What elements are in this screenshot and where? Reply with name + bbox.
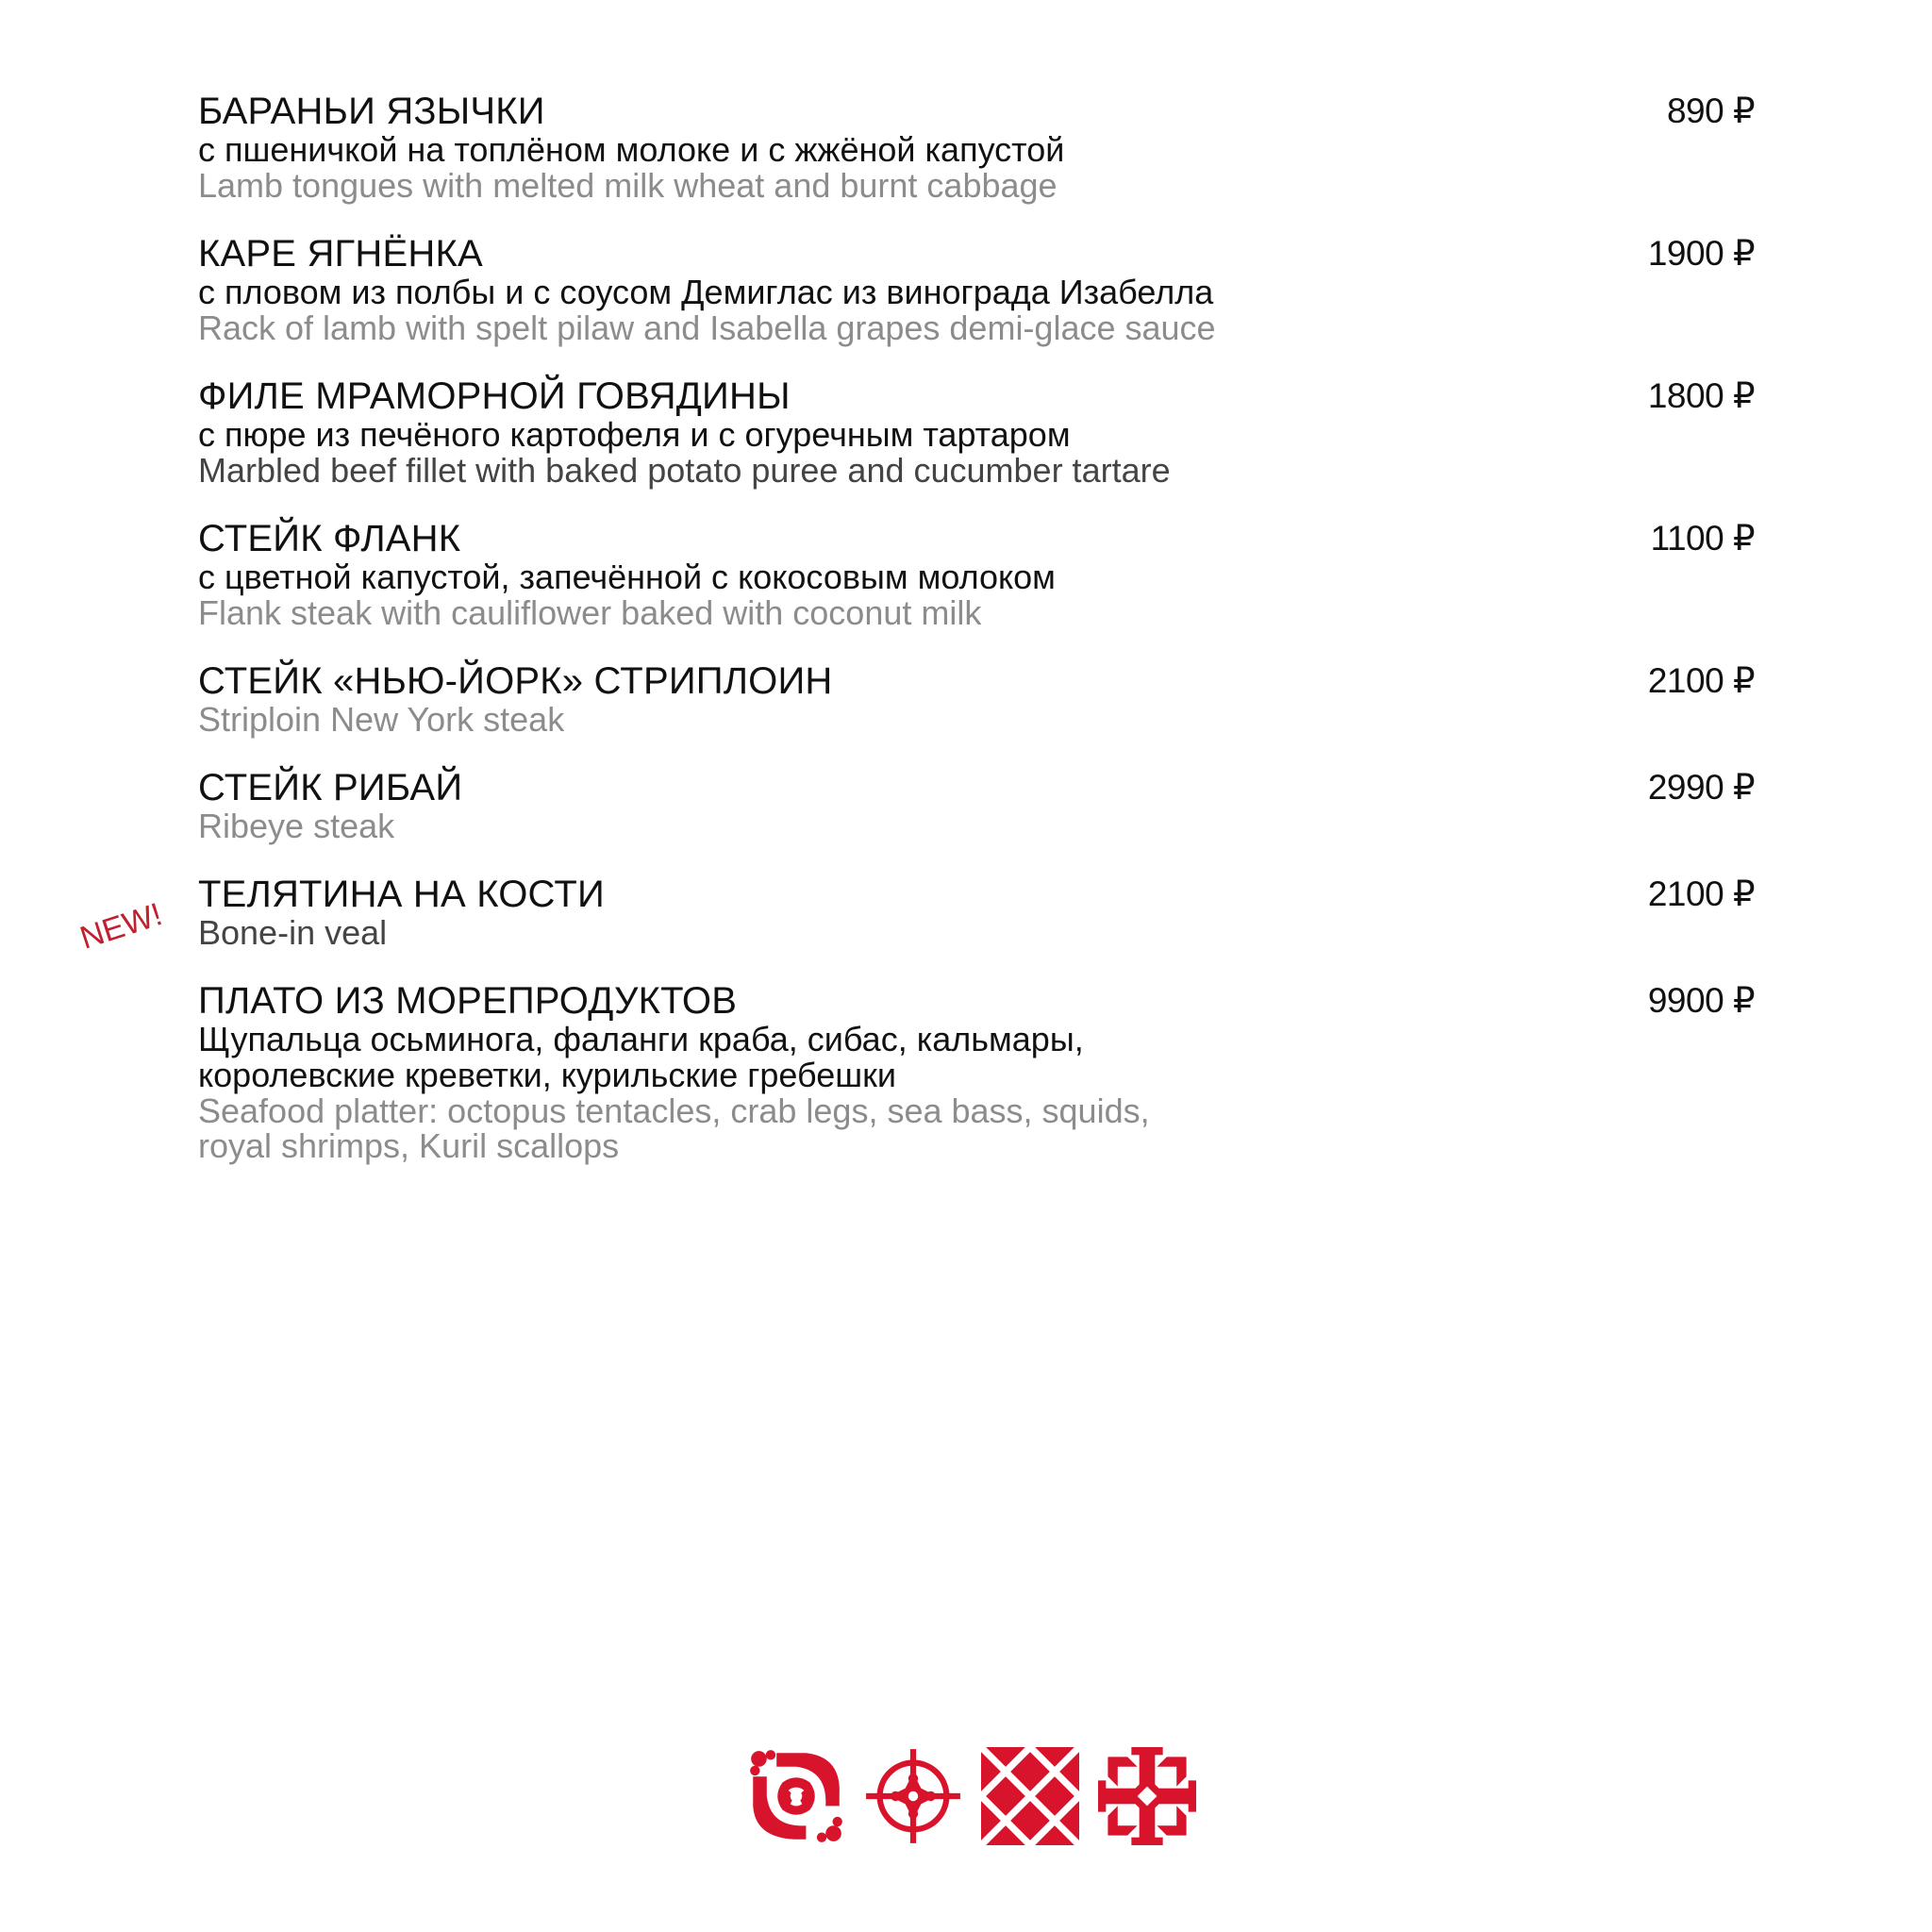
dish-price: 890 ₽ (1666, 92, 1755, 130)
target-cross-ornament-icon (864, 1747, 962, 1845)
dish-description-en: Flank steak with cauliflower baked with coconut milk (198, 593, 982, 632)
dish-title: ПЛАТО ИЗ МОРЕПРОДУКТОВ (198, 980, 738, 1022)
menu-item (198, 375, 1755, 488)
dish-description-ru: с пловом из полбы и с соусом Демиглас из винограда Изабелла (198, 273, 1214, 311)
menu-list (75, 91, 1755, 1193)
lattice-ornament-icon (981, 1747, 1079, 1845)
dish-price: 1800 ₽ (1647, 376, 1755, 415)
dish-description-en: Bone-in veal (198, 913, 388, 952)
dish-title: КАРЕ ЯГНЁНКА (198, 233, 483, 275)
dish-description-en: royal shrimps, Kuril scallops (198, 1126, 620, 1165)
dish-description-ru: с цветной капустой, запечённой с кокосовым молоком (198, 558, 1056, 596)
dish-description-ru: королевские креветки, курильские гребешки (198, 1056, 897, 1094)
menu-item (198, 91, 1755, 203)
dish-title: ФИЛЕ МРАМОРНОЙ ГОВЯДИНЫ (198, 375, 791, 417)
dish-price: 2100 ₽ (1647, 874, 1755, 913)
snowflake-ornament-icon (1098, 1747, 1196, 1845)
floral-ornament-icon (747, 1747, 845, 1845)
menu-item (198, 767, 1755, 843)
menu-item (75, 874, 1755, 957)
menu-item (198, 233, 1755, 345)
dish-description-en: Marbled beef fillet with baked potato puree and cucumber tartare (198, 451, 1171, 490)
new-badge: NEW! (75, 896, 167, 957)
dish-description-ru: с пшеничкой на топлёном молоке и с жжёной капустой (198, 130, 1065, 169)
menu-item (198, 518, 1755, 630)
dish-title: БАРАНЬИ ЯЗЫЧКИ (198, 91, 545, 132)
dish-price: 2990 ₽ (1647, 768, 1755, 807)
dish-description-en: Rack of lamb with spelt pilaw and Isabella grapes demi-glace sauce (198, 308, 1216, 347)
dish-title: СТЕЙК ФЛАНК (198, 518, 461, 559)
dish-title: ТЕЛЯТИНА НА КОСТИ (198, 874, 605, 915)
snowflake-ornament-icon (1098, 1747, 1196, 1845)
dish-title: СТЕЙК РИБАЙ (198, 767, 463, 808)
ornament-row (747, 1747, 1196, 1845)
menu-item (198, 660, 1755, 737)
dish-price: 2100 ₽ (1647, 661, 1755, 700)
menu-item (198, 980, 1755, 1163)
dish-title: СТЕЙК «НЬЮ-ЙОРК» СТРИПЛОИН (198, 660, 833, 702)
dish-price: 1900 ₽ (1647, 234, 1755, 273)
dish-description-en: Ribeye steak (198, 807, 395, 845)
dish-description-en: Striploin New York steak (198, 700, 565, 739)
target-cross-ornament-icon (864, 1747, 962, 1845)
floral-ornament-icon (747, 1747, 845, 1845)
dish-description-en: Seafood platter: octopus tentacles, crab legs, sea bass, squids, (198, 1091, 1150, 1130)
dish-description-ru: с пюре из печёного картофеля и с огуречным тартаром (198, 415, 1071, 454)
lattice-ornament-icon (981, 1747, 1079, 1845)
dish-price: 9900 ₽ (1647, 981, 1755, 1020)
dish-description-ru: Щупальца осьминога, фаланги краба, сибас, кальмары, (198, 1020, 1084, 1058)
dish-description-en: Lamb tongues with melted milk wheat and burnt cabbage (198, 166, 1058, 205)
dish-price: 1100 ₽ (1650, 519, 1755, 558)
